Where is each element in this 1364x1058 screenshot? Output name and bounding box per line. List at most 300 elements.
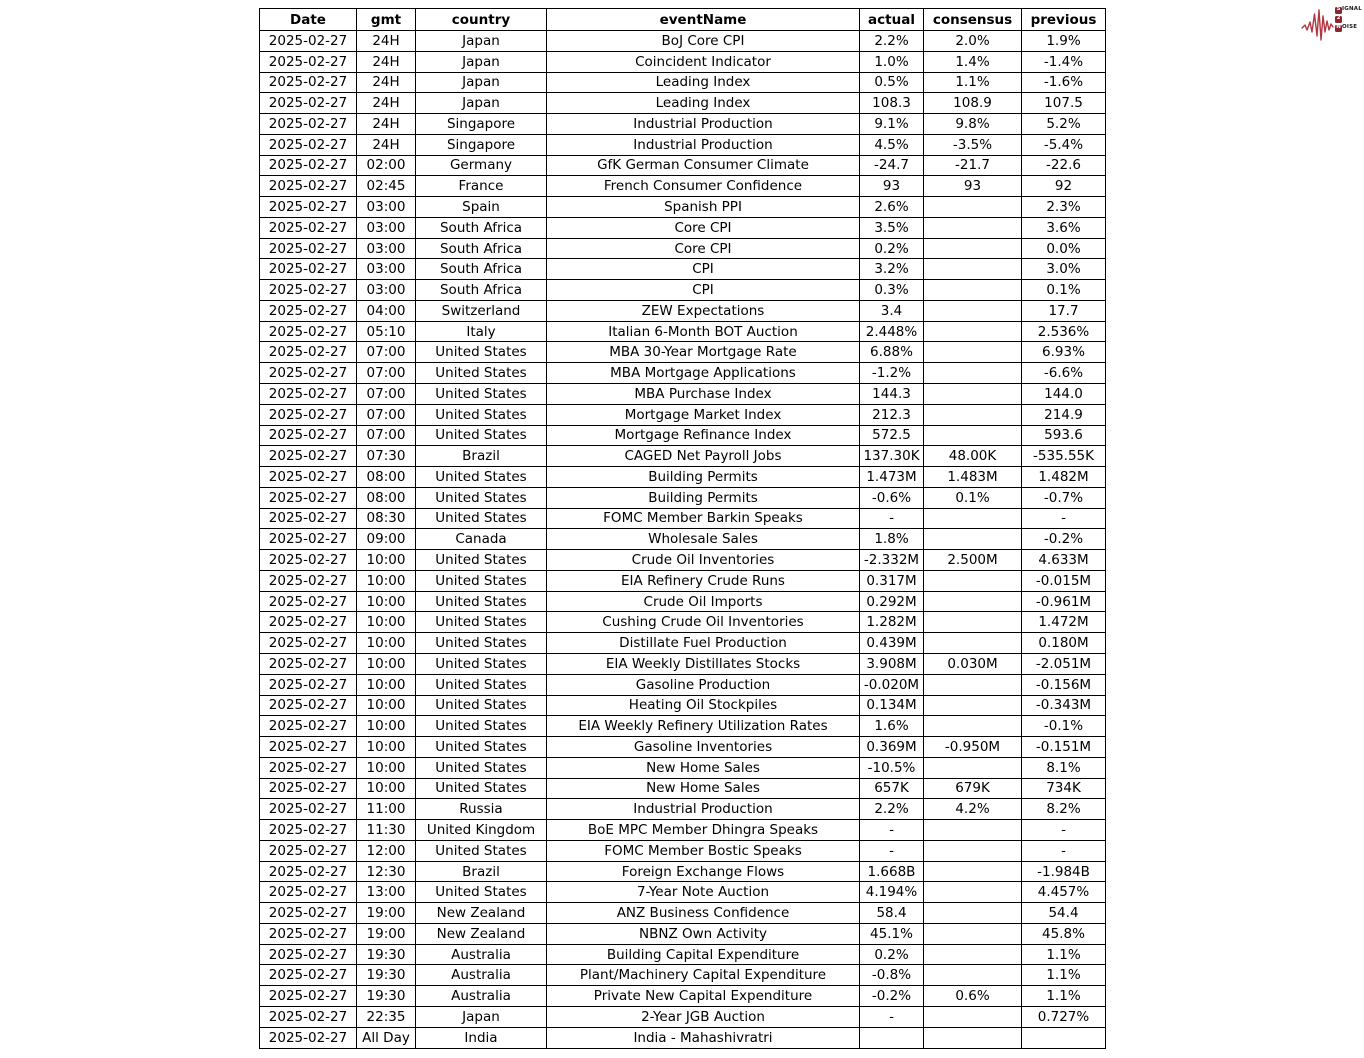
cell-actual: 0.317M — [860, 570, 924, 591]
cell-event-name: EIA Weekly Distillates Stocks — [547, 653, 860, 674]
cell-previous: 5.2% — [1022, 114, 1106, 135]
economic-calendar-table-wrap — [259, 8, 1105, 1049]
cell-date: 2025-02-27 — [260, 799, 357, 820]
cell-consensus — [924, 944, 1022, 965]
cell-previous: 1.482M — [1022, 467, 1106, 488]
cell-previous: 92 — [1022, 176, 1106, 197]
cell-country: United States — [416, 425, 547, 446]
cell-consensus — [924, 965, 1022, 986]
table-row — [260, 238, 1106, 259]
table-row — [260, 259, 1106, 280]
cell-date: 2025-02-27 — [260, 612, 357, 633]
cell-actual: -0.020M — [860, 674, 924, 695]
table-row — [260, 923, 1106, 944]
cell-event-name: Industrial Production — [547, 799, 860, 820]
cell-date: 2025-02-27 — [260, 446, 357, 467]
economic-calendar-table — [259, 8, 1106, 1049]
cell-event-name: Mortgage Refinance Index — [547, 425, 860, 446]
table-body — [260, 31, 1106, 1049]
table-row — [260, 903, 1106, 924]
cell-date: 2025-02-27 — [260, 716, 357, 737]
cell-previous: - — [1022, 820, 1106, 841]
table-row — [260, 31, 1106, 52]
table-row — [260, 840, 1106, 861]
cell-previous: 3.0% — [1022, 259, 1106, 280]
table-row — [260, 300, 1106, 321]
cell-consensus — [924, 861, 1022, 882]
cell-date: 2025-02-27 — [260, 757, 357, 778]
cell-date: 2025-02-27 — [260, 134, 357, 155]
cell-date: 2025-02-27 — [260, 300, 357, 321]
cell-event-name: Foreign Exchange Flows — [547, 861, 860, 882]
cell-country: India — [416, 1027, 547, 1048]
cell-actual: 144.3 — [860, 384, 924, 405]
table-row — [260, 799, 1106, 820]
cell-actual — [860, 1027, 924, 1048]
cell-previous: -0.1% — [1022, 716, 1106, 737]
cell-previous: 0.727% — [1022, 1006, 1106, 1027]
cell-gmt: 12:30 — [357, 861, 416, 882]
cell-event-name: Core CPI — [547, 217, 860, 238]
cell-date: 2025-02-27 — [260, 1027, 357, 1048]
cell-country: South Africa — [416, 280, 547, 301]
table-row — [260, 695, 1106, 716]
cell-actual: 0.134M — [860, 695, 924, 716]
cell-previous: 2.3% — [1022, 197, 1106, 218]
cell-event-name: EIA Weekly Refinery Utilization Rates — [547, 716, 860, 737]
cell-consensus — [924, 923, 1022, 944]
cell-event-name: French Consumer Confidence — [547, 176, 860, 197]
table-row — [260, 778, 1106, 799]
cell-actual: 0.292M — [860, 591, 924, 612]
cell-event-name: Italian 6-Month BOT Auction — [547, 321, 860, 342]
cell-gmt: 08:30 — [357, 508, 416, 529]
cell-actual: 0.2% — [860, 944, 924, 965]
cell-date: 2025-02-27 — [260, 114, 357, 135]
cell-gmt: 10:00 — [357, 737, 416, 758]
cell-event-name: Mortgage Market Index — [547, 404, 860, 425]
logo-wordmark — [1335, 6, 1362, 32]
cell-consensus — [924, 674, 1022, 695]
cell-event-name: 7-Year Note Auction — [547, 882, 860, 903]
cell-date: 2025-02-27 — [260, 467, 357, 488]
cell-actual: 3.5% — [860, 217, 924, 238]
cell-gmt: 24H — [357, 134, 416, 155]
cell-gmt: 19:30 — [357, 986, 416, 1007]
cell-consensus: 0.1% — [924, 487, 1022, 508]
cell-date: 2025-02-27 — [260, 737, 357, 758]
cell-gmt: 19:00 — [357, 903, 416, 924]
table-row — [260, 508, 1106, 529]
cell-event-name: Gasoline Inventories — [547, 737, 860, 758]
column-header-actual: actual — [860, 9, 924, 31]
table-row — [260, 404, 1106, 425]
cell-country: France — [416, 176, 547, 197]
cell-date: 2025-02-27 — [260, 321, 357, 342]
cell-gmt: 10:00 — [357, 757, 416, 778]
cell-date: 2025-02-27 — [260, 384, 357, 405]
cell-gmt: 10:00 — [357, 695, 416, 716]
cell-actual: -10.5% — [860, 757, 924, 778]
table-row — [260, 716, 1106, 737]
cell-gmt: 11:30 — [357, 820, 416, 841]
cell-date: 2025-02-27 — [260, 923, 357, 944]
cell-previous: 2.536% — [1022, 321, 1106, 342]
logo-letter-box-n: N — [1336, 24, 1341, 31]
cell-event-name: Crude Oil Inventories — [547, 550, 860, 571]
cell-event-name: FOMC Member Barkin Speaks — [547, 508, 860, 529]
table-row — [260, 384, 1106, 405]
cell-country: Japan — [416, 31, 547, 52]
cell-event-name: Leading Index — [547, 72, 860, 93]
cell-previous: 8.2% — [1022, 799, 1106, 820]
cell-consensus: 0.030M — [924, 653, 1022, 674]
cell-actual: 1.668B — [860, 861, 924, 882]
cell-consensus — [924, 882, 1022, 903]
cell-event-name: New Home Sales — [547, 778, 860, 799]
cell-date: 2025-02-27 — [260, 674, 357, 695]
cell-country: Canada — [416, 529, 547, 550]
cell-previous: 1.1% — [1022, 986, 1106, 1007]
cell-event-name: Core CPI — [547, 238, 860, 259]
cell-gmt: 10:00 — [357, 674, 416, 695]
cell-country: United Kingdom — [416, 820, 547, 841]
cell-actual: 1.8% — [860, 529, 924, 550]
cell-country: United States — [416, 591, 547, 612]
cell-actual: 0.439M — [860, 633, 924, 654]
cell-previous: 4.633M — [1022, 550, 1106, 571]
cell-consensus — [924, 259, 1022, 280]
logo-letter-box-2: 2 — [1336, 15, 1341, 22]
cell-actual: 0.369M — [860, 737, 924, 758]
cell-consensus — [924, 1006, 1022, 1027]
cell-date: 2025-02-27 — [260, 31, 357, 52]
cell-date: 2025-02-27 — [260, 72, 357, 93]
cell-gmt: 03:00 — [357, 280, 416, 301]
cell-previous: -0.7% — [1022, 487, 1106, 508]
cell-previous: -0.343M — [1022, 695, 1106, 716]
cell-consensus — [924, 321, 1022, 342]
cell-country: Brazil — [416, 446, 547, 467]
cell-date: 2025-02-27 — [260, 550, 357, 571]
cell-gmt: 03:00 — [357, 259, 416, 280]
cell-event-name: Private New Capital Expenditure — [547, 986, 860, 1007]
cell-country: Japan — [416, 1006, 547, 1027]
cell-previous: 4.457% — [1022, 882, 1106, 903]
cell-date: 2025-02-27 — [260, 778, 357, 799]
cell-actual: -0.6% — [860, 487, 924, 508]
cell-actual: - — [860, 1006, 924, 1027]
cell-actual: 3.4 — [860, 300, 924, 321]
cell-country: Australia — [416, 965, 547, 986]
cell-gmt: All Day — [357, 1027, 416, 1048]
cell-consensus: 48.00K — [924, 446, 1022, 467]
cell-country: United States — [416, 550, 547, 571]
cell-gmt: 24H — [357, 114, 416, 135]
cell-previous: 0.0% — [1022, 238, 1106, 259]
cell-date: 2025-02-27 — [260, 51, 357, 72]
cell-actual: - — [860, 820, 924, 841]
table-row — [260, 176, 1106, 197]
cell-country: United States — [416, 737, 547, 758]
table-row — [260, 986, 1106, 1007]
cell-event-name: Industrial Production — [547, 114, 860, 135]
table-row — [260, 342, 1106, 363]
cell-country: United States — [416, 882, 547, 903]
cell-event-name: India - Mahashivratri — [547, 1027, 860, 1048]
cell-date: 2025-02-27 — [260, 840, 357, 861]
cell-country: United States — [416, 778, 547, 799]
cell-actual: 2.2% — [860, 31, 924, 52]
cell-country: Russia — [416, 799, 547, 820]
cell-actual: 45.1% — [860, 923, 924, 944]
column-header-gmt: gmt — [357, 9, 416, 31]
cell-consensus: 0.6% — [924, 986, 1022, 1007]
cell-event-name: Building Permits — [547, 467, 860, 488]
cell-gmt: 07:00 — [357, 342, 416, 363]
cell-event-name: GfK German Consumer Climate — [547, 155, 860, 176]
cell-country: United States — [416, 633, 547, 654]
cell-date: 2025-02-27 — [260, 238, 357, 259]
cell-previous: 17.7 — [1022, 300, 1106, 321]
table-row — [260, 633, 1106, 654]
cell-country: United States — [416, 404, 547, 425]
cell-actual: 4.5% — [860, 134, 924, 155]
cell-date: 2025-02-27 — [260, 93, 357, 114]
cell-gmt: 05:10 — [357, 321, 416, 342]
table-row — [260, 446, 1106, 467]
header-row — [260, 9, 1106, 31]
cell-date: 2025-02-27 — [260, 633, 357, 654]
cell-previous: 1.1% — [1022, 944, 1106, 965]
cell-consensus: 2.500M — [924, 550, 1022, 571]
logo-text-ignal: IGNAL — [1342, 6, 1362, 13]
cell-event-name: Leading Index — [547, 93, 860, 114]
cell-event-name: New Home Sales — [547, 757, 860, 778]
cell-gmt: 03:00 — [357, 238, 416, 259]
cell-consensus — [924, 529, 1022, 550]
table-row — [260, 570, 1106, 591]
cell-actual: 108.3 — [860, 93, 924, 114]
cell-consensus: 1.1% — [924, 72, 1022, 93]
cell-previous: -0.156M — [1022, 674, 1106, 695]
cell-previous: 45.8% — [1022, 923, 1106, 944]
cell-country: United States — [416, 716, 547, 737]
table-row — [260, 882, 1106, 903]
cell-country: South Africa — [416, 259, 547, 280]
cell-date: 2025-02-27 — [260, 570, 357, 591]
cell-gmt: 13:00 — [357, 882, 416, 903]
cell-consensus — [924, 716, 1022, 737]
table-row — [260, 197, 1106, 218]
cell-gmt: 03:00 — [357, 217, 416, 238]
cell-previous: 8.1% — [1022, 757, 1106, 778]
cell-date: 2025-02-27 — [260, 217, 357, 238]
cell-country: United States — [416, 674, 547, 695]
cell-consensus — [924, 695, 1022, 716]
cell-gmt: 24H — [357, 93, 416, 114]
cell-event-name: Coincident Indicator — [547, 51, 860, 72]
column-header-date: Date — [260, 9, 357, 31]
table-row — [260, 321, 1106, 342]
cell-previous: -1.6% — [1022, 72, 1106, 93]
cell-actual: 3.2% — [860, 259, 924, 280]
column-header-country: country — [416, 9, 547, 31]
cell-consensus — [924, 197, 1022, 218]
cell-previous: 734K — [1022, 778, 1106, 799]
cell-country: Australia — [416, 986, 547, 1007]
cell-consensus: 108.9 — [924, 93, 1022, 114]
cell-previous: -2.051M — [1022, 653, 1106, 674]
cell-event-name: Building Permits — [547, 487, 860, 508]
cell-country: Japan — [416, 93, 547, 114]
cell-gmt: 10:00 — [357, 550, 416, 571]
cell-consensus — [924, 612, 1022, 633]
cell-gmt: 11:00 — [357, 799, 416, 820]
cell-consensus — [924, 757, 1022, 778]
cell-date: 2025-02-27 — [260, 197, 357, 218]
cell-previous: 107.5 — [1022, 93, 1106, 114]
cell-actual: -0.8% — [860, 965, 924, 986]
logo-letter-box-s: S — [1336, 6, 1341, 13]
cell-event-name: Distillate Fuel Production — [547, 633, 860, 654]
table-row — [260, 737, 1106, 758]
table-row — [260, 1006, 1106, 1027]
table-row — [260, 217, 1106, 238]
cell-consensus — [924, 508, 1022, 529]
cell-actual: 58.4 — [860, 903, 924, 924]
cell-event-name: Spanish PPI — [547, 197, 860, 218]
table-row — [260, 467, 1106, 488]
cell-country: United States — [416, 467, 547, 488]
cell-date: 2025-02-27 — [260, 944, 357, 965]
table-row — [260, 1027, 1106, 1048]
cell-event-name: Wholesale Sales — [547, 529, 860, 550]
cell-country: United States — [416, 612, 547, 633]
logo-line-noise — [1335, 24, 1362, 32]
cell-actual: - — [860, 840, 924, 861]
cell-previous: 0.1% — [1022, 280, 1106, 301]
signal2noise-logo — [1301, 4, 1361, 42]
cell-event-name: Plant/Machinery Capital Expenditure — [547, 965, 860, 986]
cell-gmt: 07:00 — [357, 425, 416, 446]
cell-consensus — [924, 840, 1022, 861]
cell-date: 2025-02-27 — [260, 529, 357, 550]
cell-date: 2025-02-27 — [260, 965, 357, 986]
table-row — [260, 72, 1106, 93]
cell-previous: 593.6 — [1022, 425, 1106, 446]
cell-event-name: MBA Mortgage Applications — [547, 363, 860, 384]
cell-previous: -0.961M — [1022, 591, 1106, 612]
cell-previous — [1022, 1027, 1106, 1048]
cell-consensus — [924, 591, 1022, 612]
table-row — [260, 363, 1106, 384]
cell-date: 2025-02-27 — [260, 508, 357, 529]
cell-gmt: 04:00 — [357, 300, 416, 321]
cell-actual: 572.5 — [860, 425, 924, 446]
cell-actual: 0.2% — [860, 238, 924, 259]
cell-actual: 3.908M — [860, 653, 924, 674]
cell-consensus — [924, 384, 1022, 405]
cell-previous: -0.015M — [1022, 570, 1106, 591]
cell-previous: -1.984B — [1022, 861, 1106, 882]
cell-gmt: 09:00 — [357, 529, 416, 550]
cell-actual: 0.5% — [860, 72, 924, 93]
cell-gmt: 10:00 — [357, 653, 416, 674]
cell-country: Spain — [416, 197, 547, 218]
cell-event-name: Industrial Production — [547, 134, 860, 155]
cell-consensus — [924, 363, 1022, 384]
column-header-eventname: eventName — [547, 9, 860, 31]
cell-event-name: Building Capital Expenditure — [547, 944, 860, 965]
cell-gmt: 07:00 — [357, 384, 416, 405]
logo-line-2 — [1335, 15, 1362, 23]
cell-country: United States — [416, 384, 547, 405]
cell-gmt: 19:30 — [357, 944, 416, 965]
cell-actual: -2.332M — [860, 550, 924, 571]
cell-country: Germany — [416, 155, 547, 176]
cell-actual: 1.6% — [860, 716, 924, 737]
cell-gmt: 12:00 — [357, 840, 416, 861]
table-row — [260, 425, 1106, 446]
cell-country: Switzerland — [416, 300, 547, 321]
cell-date: 2025-02-27 — [260, 820, 357, 841]
cell-consensus — [924, 425, 1022, 446]
cell-consensus: 4.2% — [924, 799, 1022, 820]
cell-consensus: 679K — [924, 778, 1022, 799]
table-row — [260, 653, 1106, 674]
cell-actual: 1.282M — [860, 612, 924, 633]
cell-consensus: -21.7 — [924, 155, 1022, 176]
cell-date: 2025-02-27 — [260, 259, 357, 280]
cell-event-name: ANZ Business Confidence — [547, 903, 860, 924]
cell-gmt: 07:00 — [357, 363, 416, 384]
cell-consensus — [924, 820, 1022, 841]
cell-date: 2025-02-27 — [260, 155, 357, 176]
cell-event-name: MBA Purchase Index — [547, 384, 860, 405]
cell-gmt: 10:00 — [357, 633, 416, 654]
cell-consensus — [924, 280, 1022, 301]
table-row — [260, 612, 1106, 633]
cell-date: 2025-02-27 — [260, 861, 357, 882]
cell-actual: 2.6% — [860, 197, 924, 218]
cell-date: 2025-02-27 — [260, 363, 357, 384]
cell-consensus — [924, 570, 1022, 591]
cell-gmt: 22:35 — [357, 1006, 416, 1027]
cell-gmt: 10:00 — [357, 716, 416, 737]
table-row — [260, 134, 1106, 155]
cell-gmt: 10:00 — [357, 778, 416, 799]
cell-consensus: 1.4% — [924, 51, 1022, 72]
cell-country: United States — [416, 757, 547, 778]
cell-date: 2025-02-27 — [260, 176, 357, 197]
cell-actual: 1.473M — [860, 467, 924, 488]
table-row — [260, 965, 1106, 986]
cell-actual: 1.0% — [860, 51, 924, 72]
cell-country: Singapore — [416, 134, 547, 155]
cell-previous: -22.6 — [1022, 155, 1106, 176]
cell-previous: 214.9 — [1022, 404, 1106, 425]
cell-previous: -0.151M — [1022, 737, 1106, 758]
cell-consensus: -0.950M — [924, 737, 1022, 758]
cell-country: South Africa — [416, 217, 547, 238]
cell-country: United States — [416, 653, 547, 674]
logo-text-oise: OISE — [1342, 24, 1358, 31]
cell-country: United States — [416, 342, 547, 363]
cell-actual: 137.30K — [860, 446, 924, 467]
cell-date: 2025-02-27 — [260, 591, 357, 612]
cell-date: 2025-02-27 — [260, 1006, 357, 1027]
